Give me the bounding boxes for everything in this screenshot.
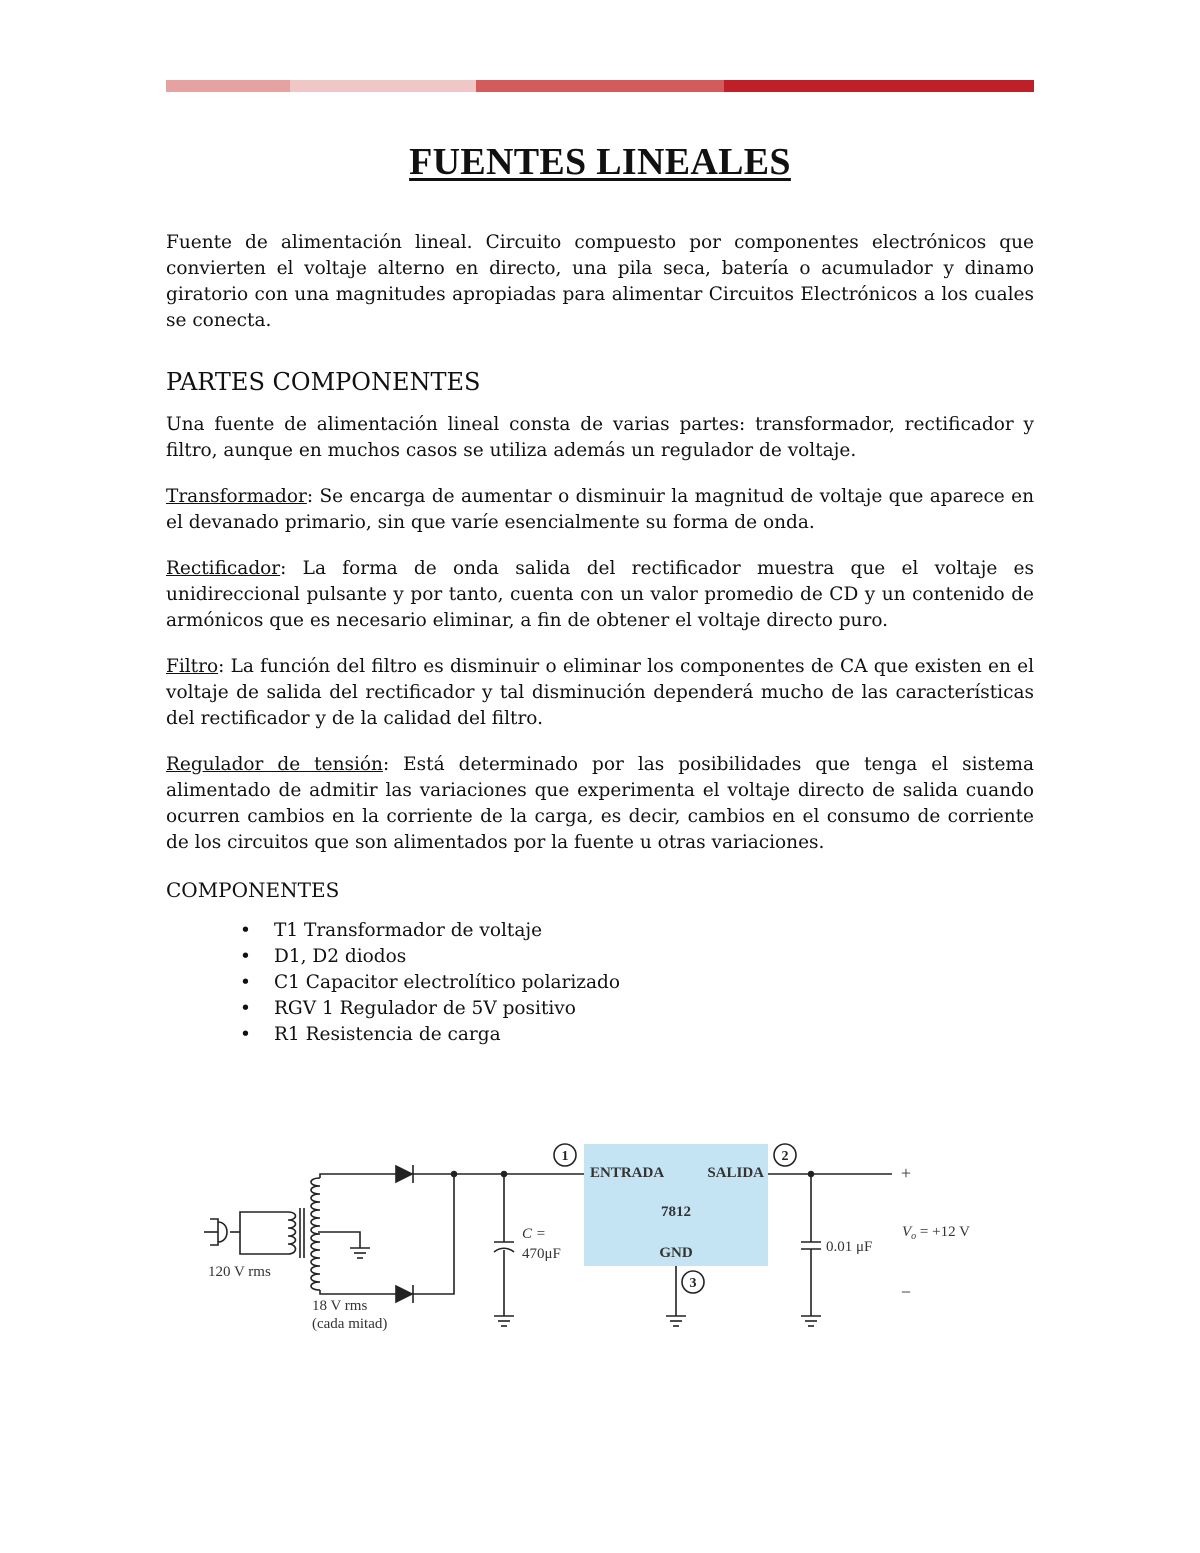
secondary-note-label: (cada mitad) (312, 1316, 388, 1332)
ground-icon (494, 1316, 514, 1326)
ground-icon (350, 1248, 370, 1258)
desc-transformador: : Se encarga de aumentar o disminuir la magnitud de voltaje que aparece en el devanado primario, sin que varíe esencialmente su forma de onda. (166, 486, 1034, 533)
ac-plug-icon (204, 1219, 240, 1245)
center-tap-wire (318, 1232, 360, 1248)
bar-segment-2 (290, 80, 476, 92)
document-title: FUENTES LINEALES (409, 141, 791, 183)
list-item: • RGV 1 Regulador de 5V positivo (274, 996, 1034, 1022)
d2-wire (413, 1174, 454, 1294)
secondary-voltage-label: 18 V rms (312, 1298, 368, 1314)
regulator-gnd-label: GND (659, 1245, 693, 1261)
bar-segment-3 (476, 80, 724, 92)
bar-segment-4 (724, 80, 1034, 92)
node-2-label: 2 (781, 1149, 789, 1164)
bar-segment-1 (166, 80, 290, 92)
part-rectificador (166, 556, 1034, 634)
secondary-coil (311, 1178, 320, 1290)
node-1-label: 1 (561, 1149, 569, 1164)
output-voltage-sub: o (911, 1231, 917, 1242)
term-transformador: Transformador (166, 486, 307, 507)
list-item: • C1 Capacitor electrolítico polarizado (274, 970, 1034, 996)
list-item: • R1 Resistencia de carga (274, 1022, 1034, 1048)
intro-paragraph: Fuente de alimentación lineal. Circuito compuesto por componentes electrónicos que convierten el voltaje alterno en directo, una pila seca, batería o acumulador y dinamo giratorio con una magnitudes apropiadas para alimentar Circuitos Electrónicos a los cuales se conecta. (166, 232, 1034, 331)
diode-d2-icon (396, 1285, 413, 1303)
primary-coil (288, 1212, 296, 1254)
term-regulador: Regulador de tensión (166, 754, 383, 775)
ground-icon (666, 1316, 686, 1326)
section-heading-components: COMPONENTES (166, 878, 340, 902)
output-voltage-value: = +12 V (916, 1224, 970, 1240)
section-heading-parts: PARTES COMPONENTES (166, 368, 481, 396)
junction-dot (452, 1172, 457, 1177)
primary-wire (240, 1212, 288, 1254)
secondary-bottom-wire (320, 1290, 396, 1294)
output-voltage-symbol: V (902, 1224, 912, 1240)
header-color-bar (166, 80, 1034, 92)
ground-icon (801, 1316, 821, 1326)
c1-name-label: C = (522, 1226, 546, 1242)
regulator-output-label: SALIDA (707, 1165, 764, 1181)
c1-value-label: 470μF (522, 1246, 561, 1262)
output-minus-label: − (900, 1282, 912, 1302)
c2-value-label: 0.01 μF (826, 1239, 873, 1255)
desc-filtro: : La función del filtro es disminuir o eliminar los componentes de CA que existen en el voltaje de salida del rectificador y tal disminución dependerá mucho de las características del rectificador y de la calidad del filtro. (166, 656, 1034, 729)
part-transformador (166, 484, 1034, 536)
node-3-label: 3 (689, 1276, 697, 1291)
secondary-top-wire (320, 1174, 396, 1178)
part-filtro (166, 654, 1034, 732)
list-item: • T1 Transformador de voltaje (274, 918, 1034, 944)
desc-regulador: : Está determinado por las posibilidades que tenga el sistema alimentado de admitir las variaciones que experimenta el voltaje directo de salida cuando ocurren cambios en la corriente de la carga, es decir, cambios en el consumo de corriente de los circuitos que son alimentados por la fuente u otras variaciones. (166, 754, 1035, 853)
output-voltage-label (902, 1224, 970, 1242)
regulator-part-label: 7812 (661, 1204, 691, 1220)
term-rectificador: Rectificador (166, 558, 281, 579)
diode-d1-icon (396, 1165, 413, 1183)
output-plus-label: + (900, 1163, 912, 1183)
parts-intro-paragraph: Una fuente de alimentación lineal consta de varias partes: transformador, rectificador y filtro, aunque en muchos casos se utiliza además un regulador de voltaje. (166, 414, 1034, 461)
term-filtro: Filtro (166, 656, 219, 677)
list-item: • D1, D2 diodos (274, 944, 1034, 970)
part-regulador (166, 752, 1034, 856)
regulator-input-label: ENTRADA (590, 1165, 665, 1181)
desc-rectificador: : La forma de onda salida del rectificador muestra que el voltaje es unidireccional pulsante y por tanto, cuenta con un valor promedio de CD y un contenido de armónicos que es necesario eliminar, a fin de obtener el voltaje directo puro. (166, 558, 1034, 631)
circuit-diagram (196, 1132, 996, 1342)
input-voltage-label: 120 V rms (208, 1264, 271, 1280)
capacitor-c2-icon (801, 1242, 821, 1249)
components-list (166, 918, 1034, 1048)
document-page (166, 140, 1034, 1048)
